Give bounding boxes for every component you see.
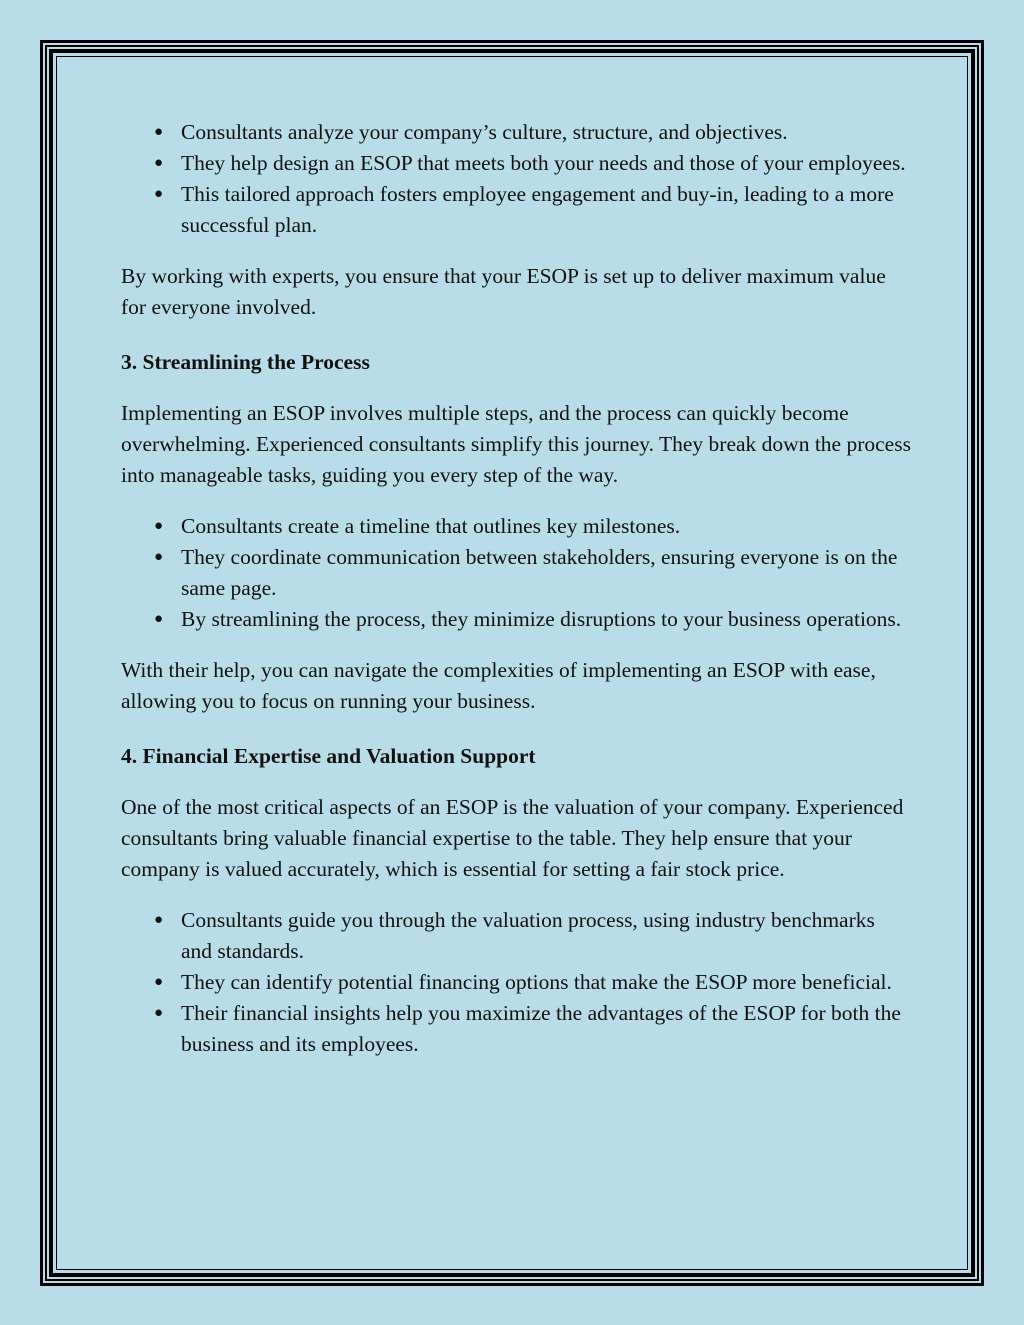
list-item: ● By streamlining the process, they minimize disruptions to your business operations. <box>121 604 911 635</box>
bullet-icon: ● <box>154 518 164 534</box>
paragraph-navigate: With their help, you can navigate the complexities of implementing an ESOP with ease, allowing you to focus on running your business. <box>121 658 876 713</box>
section-heading-financial-expertise: 4. Financial Expertise and Valuation Support <box>121 744 536 768</box>
paragraph-valuation: One of the most critical aspects of an ESOP is the valuation of your company. Experienced consultants bring valuable financial expertise to the table. They help ensure that your company is valued accurately, which is essential for setting a fair stock price. <box>121 795 904 881</box>
bullet-icon: ● <box>154 974 164 990</box>
list-item: ● Consultants guide you through the valuation process, using industry benchmarks and standards. <box>121 905 911 967</box>
bullet-list-valuation <box>121 905 911 1060</box>
bullet-list-streamlining <box>121 511 911 635</box>
bullet-icon: ● <box>154 124 164 140</box>
bullet-icon: ● <box>154 611 164 627</box>
bullet-icon: ● <box>154 1005 164 1021</box>
list-item: ● They can identify potential financing options that make the ESOP more beneficial. <box>121 967 911 998</box>
list-item: ● Consultants analyze your company’s culture, structure, and objectives. <box>121 117 911 148</box>
list-item: ● They coordinate communication between stakeholders, ensuring everyone is on the same page. <box>121 542 911 604</box>
list-item: ● This tailored approach fosters employee engagement and buy-in, leading to a more successful plan. <box>121 179 911 241</box>
paragraph-experts: By working with experts, you ensure that your ESOP is set up to deliver maximum value for everyone involved. <box>121 264 886 319</box>
list-item: ● Consultants create a timeline that outlines key milestones. <box>121 511 911 542</box>
bullet-icon: ● <box>154 155 164 171</box>
document-content <box>121 117 911 1080</box>
list-item: ● Their financial insights help you maximize the advantages of the ESOP for both the business and its employees. <box>121 998 911 1060</box>
bullet-icon: ● <box>154 549 164 565</box>
section-heading-streamlining: 3. Streamlining the Process <box>121 350 370 374</box>
paragraph-streamlining: Implementing an ESOP involves multiple steps, and the process can quickly become overwhelming. Experienced consultants simplify this journey. They break down the process into manageable tasks, guiding you every step of the way. <box>121 401 911 487</box>
bullet-icon: ● <box>154 912 164 928</box>
bullet-icon: ● <box>154 186 164 202</box>
list-item: ● They help design an ESOP that meets both your needs and those of your employees. <box>121 148 911 179</box>
bullet-list-tailored-approach <box>121 117 911 241</box>
